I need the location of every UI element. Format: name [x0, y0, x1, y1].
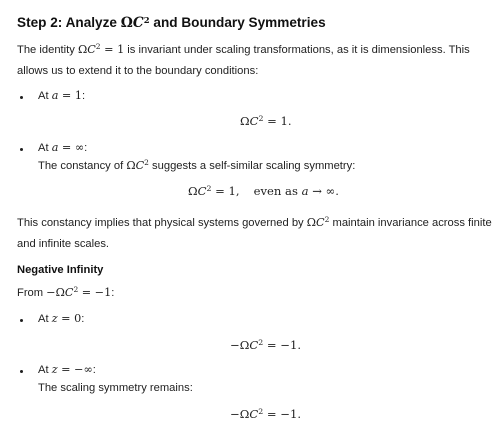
bullet-dot	[20, 96, 23, 99]
bullet-text-symmetry: The scaling symmetry remains:	[38, 382, 193, 394]
bullet-dot	[20, 148, 23, 151]
bullet-label-z-neg-inf: At z = −∞:	[38, 363, 96, 376]
from-line: From $-\Omega C^2 = -1$:	[17, 285, 115, 299]
bullet-dot	[20, 319, 23, 322]
negative-infinity-heading: Negative Infinity	[17, 264, 104, 276]
bullet-dot	[20, 370, 23, 373]
bullet-text-constancy: The constancy of $\Omega C^2$ suggests a self-similar scaling symmetry:	[38, 158, 356, 172]
inline-math-identity: $\Omega C^2 = 1$	[77, 42, 125, 56]
bullet-label-z-0: At z = 0:	[38, 312, 85, 325]
display-eq-a-inf: $\Omega C^2 = 1$, even as a → ∞.	[188, 184, 339, 198]
intro-line-2: allows us to extend it to the boundary conditions:	[17, 65, 259, 77]
heading-prefix: Step 2: Analyze	[17, 15, 121, 30]
bullet-label-a-inf: At a = ∞:	[38, 141, 88, 154]
section-heading	[17, 15, 326, 31]
constancy-line-2: and infinite scales.	[17, 238, 110, 250]
intro-line-1: The identity $\Omega C^2 = 1$ is invariant under scaling transformations, as it is dimensionless. This	[17, 42, 470, 56]
heading-suffix: and Boundary Symmetries	[149, 15, 326, 30]
display-eq-z-0: $-\Omega C^2 = -1$.	[230, 338, 302, 352]
bullet-label-a-1: At a = 1:	[38, 89, 86, 102]
heading-math: $\Omega C^2$	[120, 15, 150, 31]
display-eq-z-neg-inf: $-\Omega C^2 = -1$.	[230, 407, 302, 421]
constancy-line-1: This constancy implies that physical systems governed by $\Omega C^2$ maintain invariance across finite	[17, 215, 492, 229]
display-eq-a-1: $\Omega C^2 = 1$.	[240, 114, 292, 128]
